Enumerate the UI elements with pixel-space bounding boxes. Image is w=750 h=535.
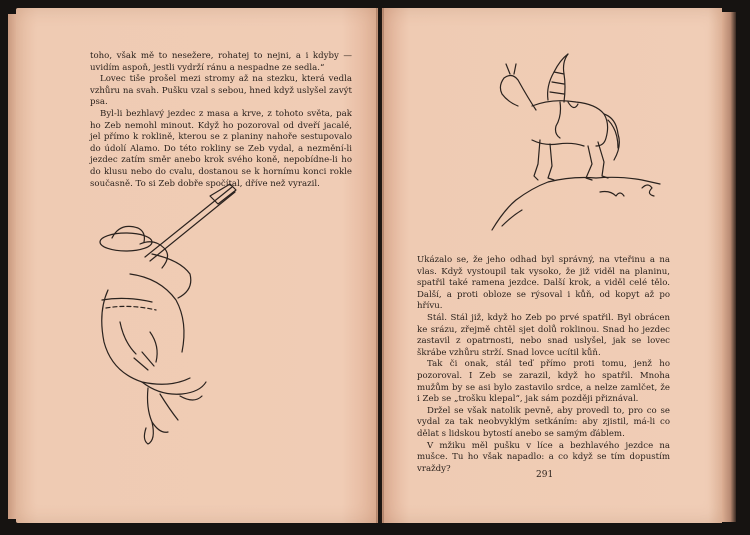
paragraph: Lovec tiše prošel mezi stromy až na stezku, která vedla vzhůru na svah. Pušku vzal s sebou, hned když uslyšel zavýt psa. bbox=[90, 74, 352, 108]
paragraph: V mžiku měl pušku v líce a bezhlavého jezdce na mušce. Tu ho však napadlo: a co když se tím dopustím vraždy? bbox=[417, 440, 670, 474]
right-page-edges bbox=[722, 12, 736, 522]
paragraph: Tak či onak, stál teď přímo proti tomu, jenž ho pozoroval. I Zeb se zarazil, když ho spatřil. Mnoha mužům by se asi bylo zastavilo srdce, a nelze zamlčet, že i Zeb se „trošku klepal“, jak sám později přiznával. bbox=[417, 359, 670, 405]
paragraph: Ukázalo se, že jeho odhad byl správný, na vteřinu a na vlas. Když vystoupil tak vysoko, že již viděl na planinu, spatřil také ramena jezdce. Další krok, a viděl celé tělo. Další, a proti obloze se rýsoval i kůň, od kopyt až po hřívu. bbox=[417, 255, 670, 312]
book-gutter bbox=[376, 8, 384, 523]
page-number: 291 bbox=[536, 470, 554, 480]
left-page-text bbox=[90, 51, 352, 190]
paragraph: Byl-li bezhlavý jezdec z masa a krve, z tohoto světa, pak ho Zeb nemohl minout. Když ho pozoroval od dveří jacalé, jel přímo k roklině, kterou se z planiny nahoře sestupovalo do údolí Alamo. Do této rokliny se Zeb vydal, a nezmění-li jezdec zatím směr anebo krok svého koně, nepobídne-li ho do klusu nebo do cvalu, dostanou se k hornímu konci rokle současně. To si Zeb dobře spočítal, dříve než vyrazil. bbox=[90, 108, 352, 189]
paragraph: Držel se však natolik pevně, aby provedl to, pro co se vydal za tak neobvyklým setkáním: aby zjistil, má-li co dělat s lidskou bytostí anebo se samým ďáblem. bbox=[417, 405, 670, 439]
right-page-text bbox=[417, 255, 670, 475]
paragraph: toho, však mě to nesežere, rohatej to nejni, a i kdyby — uvidím aspoň, jestli vydrží ránu a nespadne ze sedla.“ bbox=[90, 51, 352, 73]
horseman-illustration bbox=[492, 50, 664, 235]
paragraph: Stál. Stál již, když ho Zeb po prvé spatřil. Byl obrácen ke srázu, zřejmě chtěl sjet dolů roklinou. Snad ho jezdec zastavil z opatrnosti, nebo snad uslyšel, jak se lovec škrábe vzhůru strží. Snad lovce ucítil kůň. bbox=[417, 312, 670, 358]
hunter-illustration bbox=[90, 182, 240, 447]
